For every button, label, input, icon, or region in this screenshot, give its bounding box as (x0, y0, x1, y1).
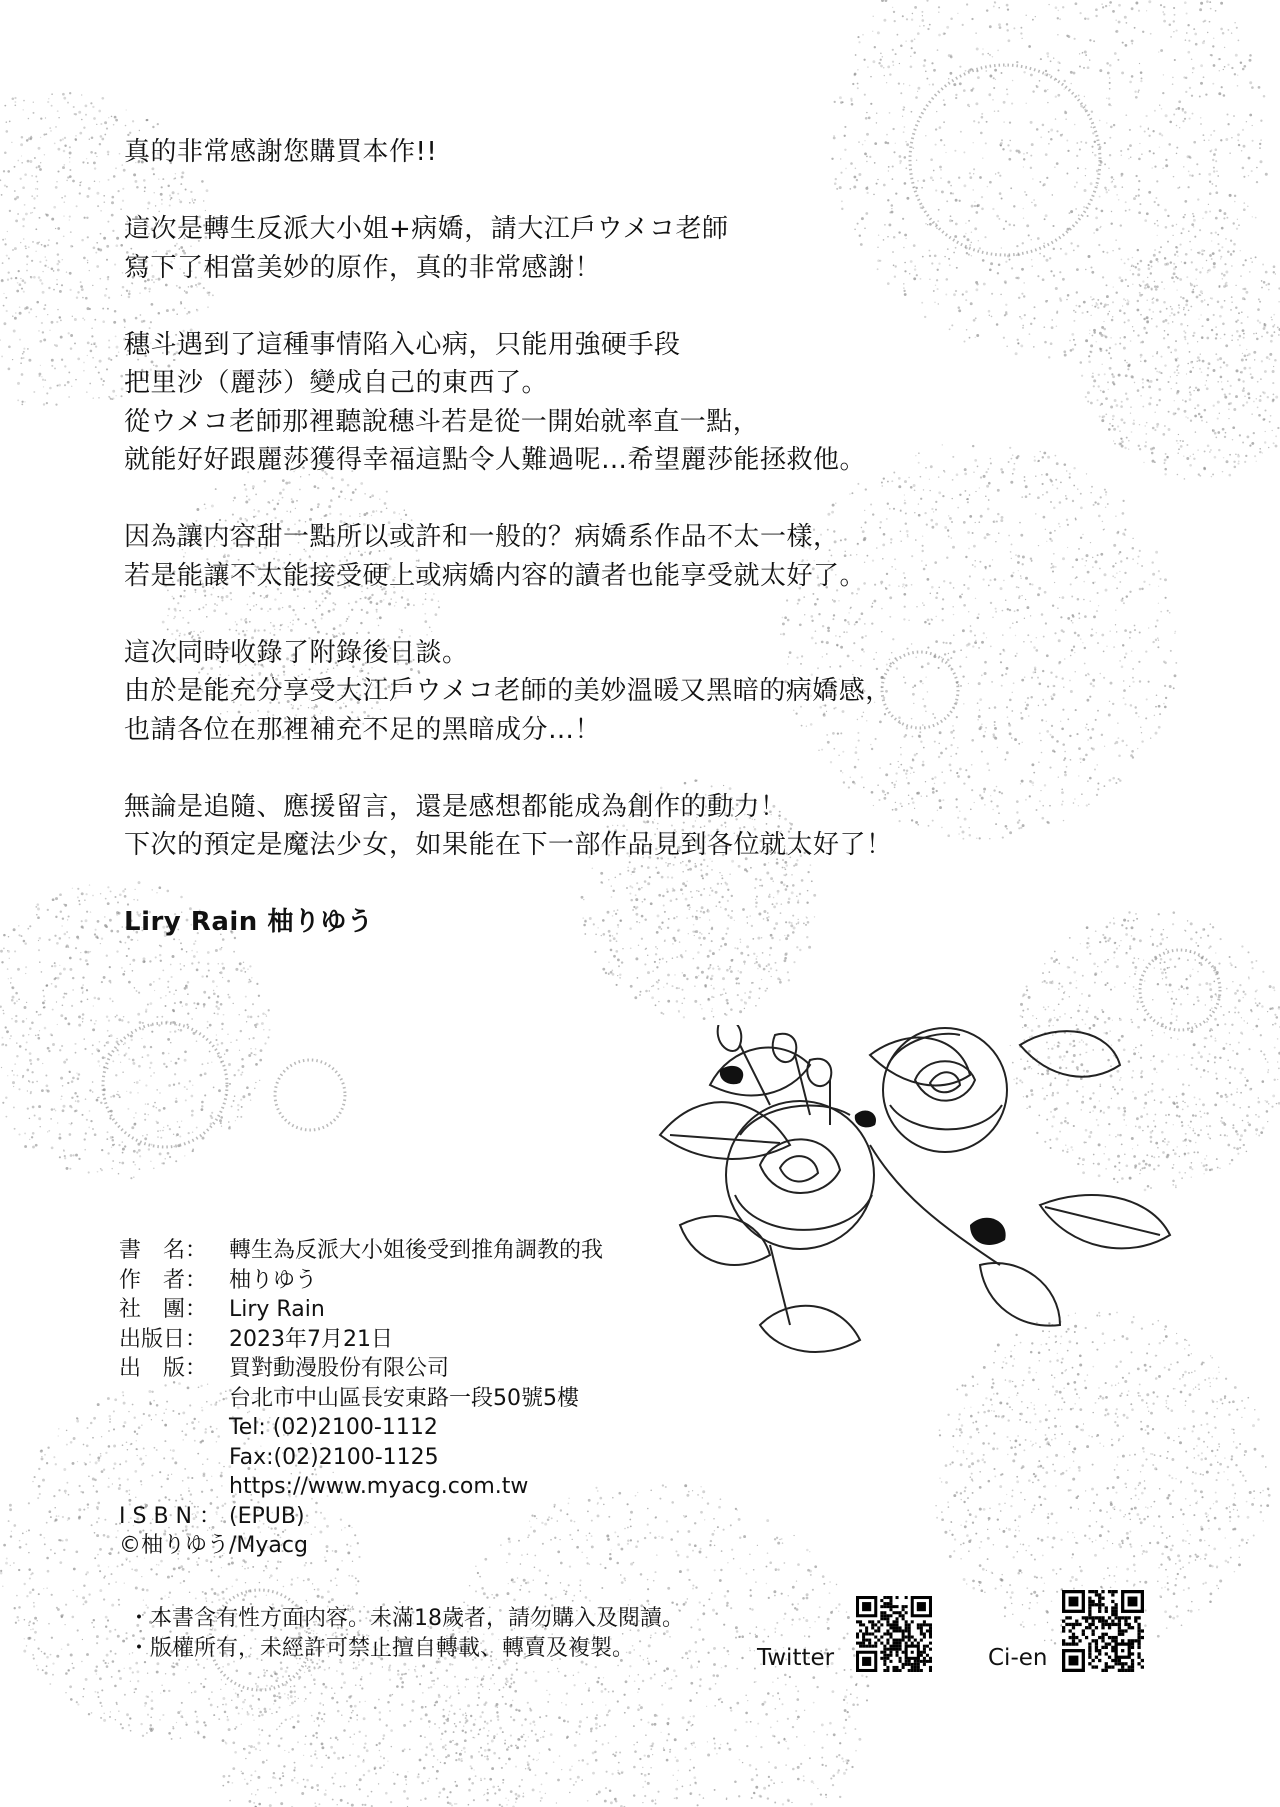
isbn-value: (EPUB) (229, 1503, 305, 1529)
afterword-paragraph-3 (124, 326, 1204, 480)
afterword-line: 下次的預定是魔法少女，如果能在下一部作品見到各位就太好了！ (124, 830, 893, 860)
notice-block (128, 1604, 684, 1664)
rose-illustration (640, 1025, 1180, 1365)
afterword-line: 穗斗遇到了這種事情陷入心病，只能用強硬手段 (124, 329, 681, 360)
book-title: 轉生為反派大小姐後受到推角調教的我 (229, 1238, 604, 1263)
publisher-address: 台北市中山區長安東路一段50號5樓 (229, 1385, 579, 1411)
notice-line: ・本書含有性方面内容。未滿18歲者，請勿購入及閱讀。 (128, 1606, 684, 1631)
colophon-label: 出 版： (119, 1356, 208, 1381)
author-name: 柚りゆう (229, 1267, 318, 1293)
afterword-paragraph-2 (124, 210, 1204, 287)
colophon-label: 書 名： (119, 1238, 208, 1263)
afterword-paragraph-5 (124, 634, 1204, 750)
afterword-line: 真的非常感謝您購買本作!! (124, 137, 438, 167)
afterword-line: 從ウメコ老師那裡聽說穗斗若是從一開始就率直一點， (124, 406, 760, 437)
publisher-tel: Tel: (02)2100-1112 (229, 1415, 438, 1440)
copyright: ©柚りゆう/Myacg (119, 1533, 308, 1558)
afterword-line: 把里沙（麗莎）變成自己的東西了。 (124, 368, 549, 398)
author-signature: Liry Rain 柚りゆう (124, 907, 374, 937)
publisher-name: 買對動漫股份有限公司 (229, 1356, 450, 1381)
colophon-label: 作 者： (119, 1267, 208, 1293)
colophon-label: 出版日： (119, 1326, 208, 1352)
colophon-isbn (119, 1502, 603, 1532)
notice-line: ・版權所有，未經許可禁止擅自轉載、轉賣及複製。 (128, 1636, 635, 1661)
qr-code-icon[interactable] (1062, 1590, 1144, 1672)
afterword-line: 寫下了相當美妙的原作，真的非常感謝！ (124, 252, 602, 283)
twitter-qr-label: Twitter (757, 1645, 835, 1671)
colophon-author (119, 1266, 603, 1296)
afterword-line: 這次同時收錄了附錄後日談。 (124, 637, 469, 668)
afterword-line: 無論是追隨、應援留言，還是感想都能成為創作的動力！ (124, 791, 787, 822)
colophon-book (119, 1236, 603, 1266)
afterword-line: 因為讓内容甜一點所以或許和一般的？病嬌系作品不太一樣， (124, 522, 840, 552)
qr-code-icon[interactable] (856, 1596, 932, 1672)
afterword-paragraph-1 (124, 133, 1204, 172)
afterword-line: 由於是能充分享受大江戶ウメコ老師的美妙溫暖又黑暗的病嬌感， (124, 676, 892, 706)
afterword-line: 就能好好跟麗莎獲得幸福這點令人難過呢…希望麗莎能拯救他。 (124, 445, 867, 475)
cien-qr-label: Ci-en (988, 1645, 1048, 1671)
colophon-publisher (119, 1354, 603, 1384)
afterword-text (124, 133, 1204, 980)
afterword-line: 若是能讓不太能接受硬上或病嬌内容的讀者也能享受就太好了。 (124, 560, 867, 591)
colophon-date (119, 1325, 603, 1355)
colophon-label: 社 團： (119, 1297, 208, 1322)
afterword-paragraph-4 (124, 518, 1204, 595)
colophon (119, 1236, 603, 1561)
publisher-website: https://www.myacg.com.tw (229, 1474, 529, 1499)
publisher-fax: Fax:(02)2100-1125 (229, 1444, 439, 1470)
afterword-line: 也請各位在那裡補充不足的黑暗成分…！ (124, 714, 602, 745)
afterword-paragraph-6 (124, 788, 1204, 865)
circle-name: Liry Rain (229, 1297, 325, 1322)
afterword-line: 這次是轉生反派大小姐+病嬌，請大江戶ウメコ老師 (124, 214, 729, 244)
colophon-circle (119, 1295, 603, 1325)
colophon-label: I S B N ： (119, 1503, 221, 1529)
publish-date: 2023年7月21日 (229, 1326, 393, 1352)
